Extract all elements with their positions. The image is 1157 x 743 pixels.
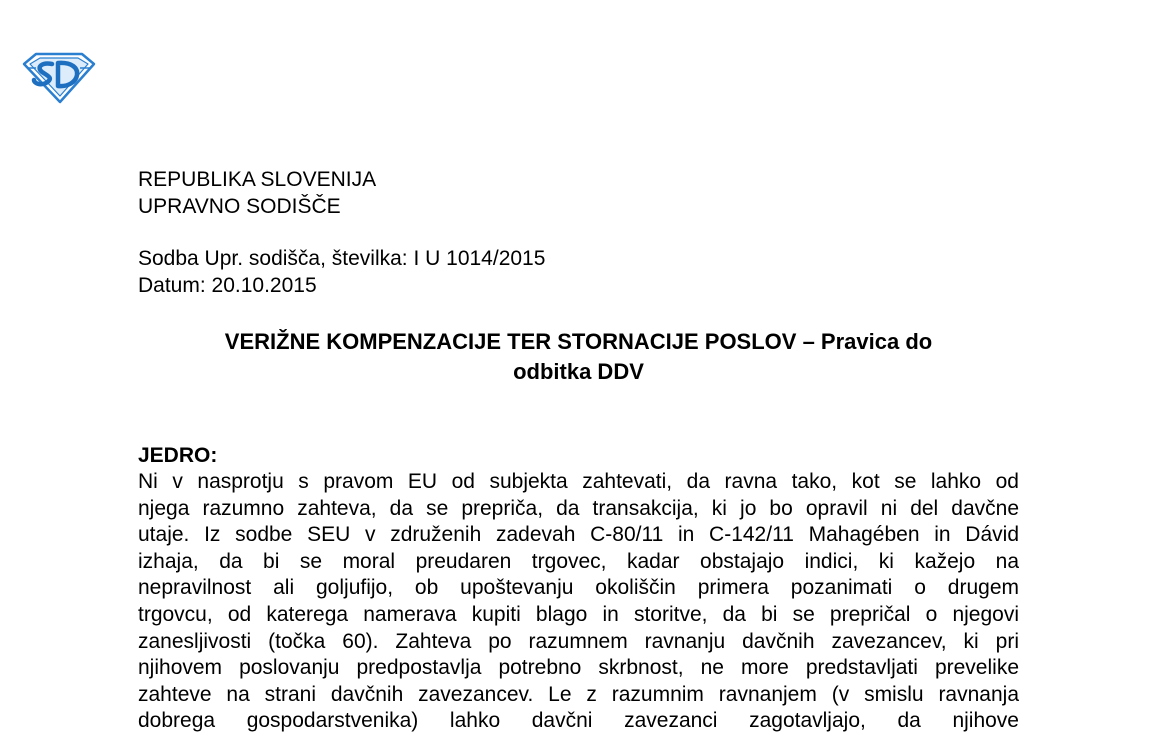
judgment-number: Sodba Upr. sodišča, številka: I U 1014/2015 [138,247,546,270]
paragraph-line: zahteve na strani davčnih zavezancev. Le z razumnim ravnanjem (v smislu ravnanja [138,682,1019,706]
court-header [138,166,376,220]
paragraph-line: izhaja, da bi se moral preudaren trgovec, kadar obstajajo indici, ki kažejo na [138,549,1019,573]
judgment-date: Datum: 20.10.2015 [138,274,317,297]
case-info [138,245,545,299]
country-name: REPUBLIKA SLOVENIJA [138,168,377,191]
title-line-1: VERIŽNE KOMPENZACIJE TER STORNACIJE POSLOV – Pravica do [224,329,933,354]
paragraph-line: utaje. Iz sodbe SEU v združenih zadevah C-80/11 in C-142/11 Mahagében in Dávid [138,523,1019,547]
paragraph-line: dobrega gospodarstvenika) lahko davčni zavezanci zagotavljajo, da njihove [138,709,1019,733]
paragraph-line: njega razumno zahteva, da se prepriča, da transakcija, ki jo bo opravil ni del davčne [138,496,1019,520]
document-title [138,327,1019,387]
paragraph-line: trgovcu, od katerega namerava kupiti blago in storitve, da bi se prepričal o njegovi [138,602,1019,626]
court-logo-icon [22,50,96,104]
body-paragraph [138,469,1019,735]
court-name: UPRAVNO SODIŠČE [138,195,341,218]
paragraph-line: njihovem poslovanju predpostavlja potrebno skrbnost, ne more predstavljati prevelike [138,656,1019,680]
section-label-jedro: JEDRO: [138,444,218,467]
title-line-2: odbitka DDV [513,359,644,384]
paragraph-line: nepravilnost ali goljufijo, ob upoštevanju okoliščin primera pozanimati o drugem [138,576,1019,600]
paragraph-line: Ni v nasprotju s pravom EU od subjekta zahtevati, da ravna tako, kot se lahko od [138,470,1019,493]
paragraph-line: zanesljivosti (točka 60). Zahteva po razumnem ravnanju davčnih zavezancev, ki pri [138,629,1019,653]
